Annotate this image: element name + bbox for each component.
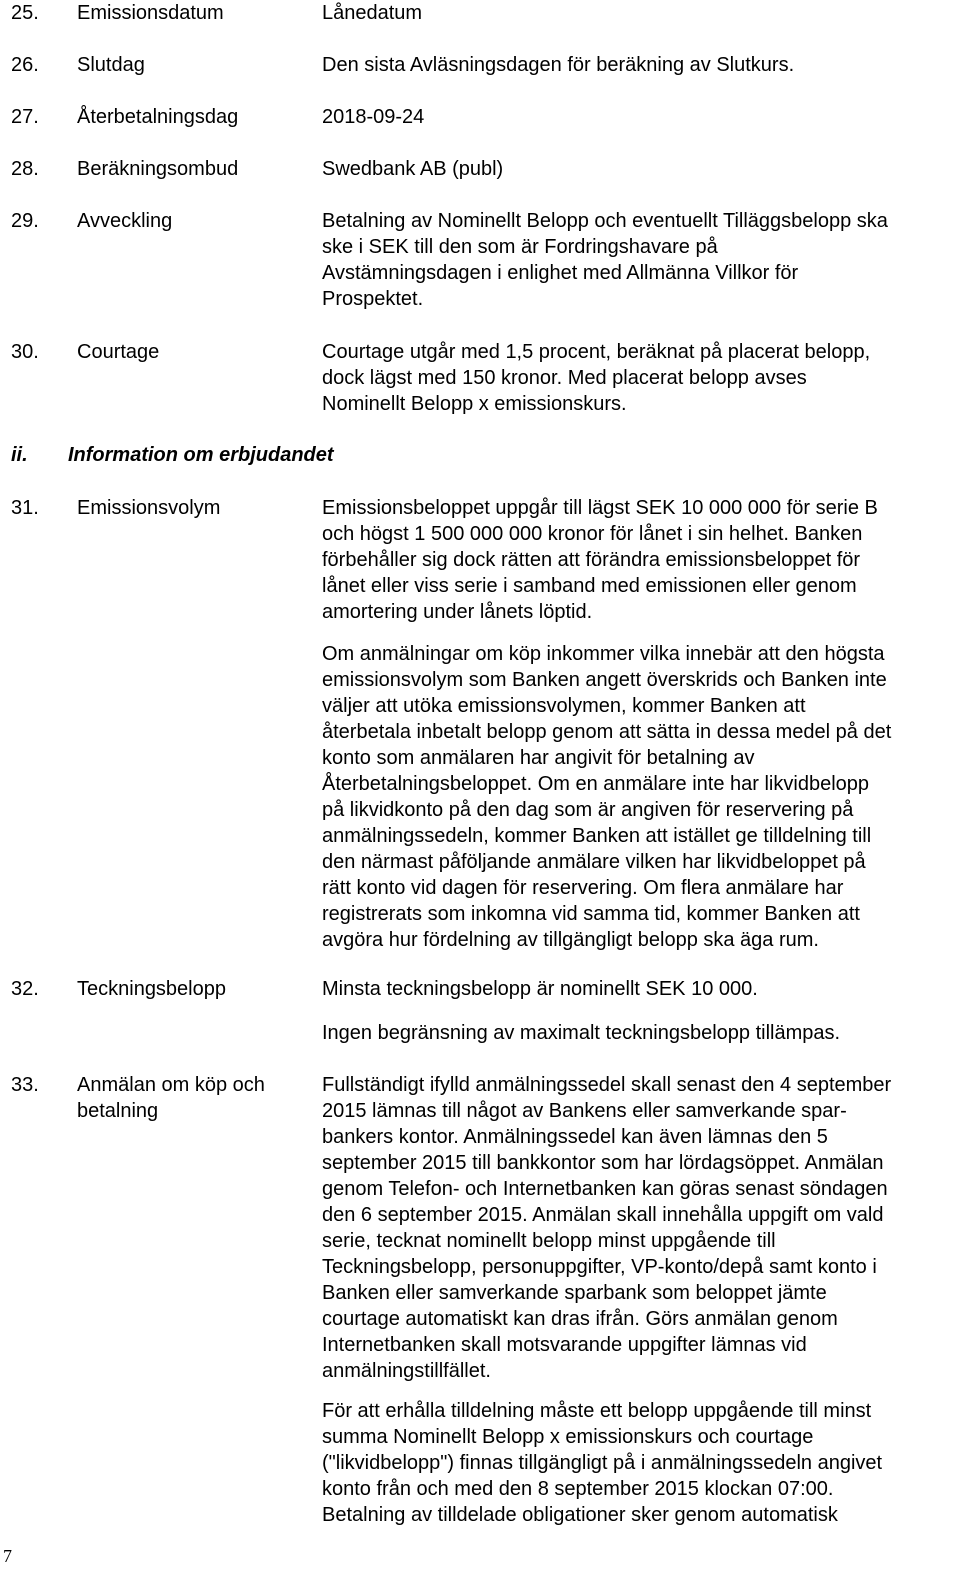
item-value-line: konto som anmälaren har angivit för betalning av [322,747,755,769]
item-value-line: Teckningsbelopp, personuppgifter, VP-konto/depå samt konto i [322,1256,877,1278]
item-value-line: ("likvidbelopp") finnas tillgängligt på i anmälningssedeln angivet [322,1452,883,1474]
item-value-line: och högst 1 500 000 000 kronor för lånet i sin helhet. Banken [322,523,863,545]
item-value: Den sista Avläsningsdagen för beräkning av Slutkurs. [322,54,795,76]
item-value-line: anmälningssedeln, kommer Banken att istället ge tilldelning till [322,825,872,847]
item-value: 2018-09-24 [322,106,425,128]
item-value-line: Emissionsbeloppet uppgår till lägst SEK 10 000 000 för serie B [322,497,878,519]
item-number: 31. [11,497,39,519]
item-value-line: genom Telefon- och Internetbanken kan göras senast söndagen [322,1178,888,1200]
item-value: Lånedatum [322,2,423,24]
item-value-line: Prospektet. [322,288,424,310]
item-value-line: Ingen begränsning av maximalt teckningsbelopp tillämpas. [322,1022,841,1044]
item-value-line: emissionsvolym som Banken angett överskrids och Banken inte [322,669,887,691]
item-value-line: rätt konto vid dagen för reservering. Om flera anmälare har [322,877,844,899]
section-title: Information om erbjudandet [68,444,334,466]
item-value-line: konto från och med den 8 september 2015 klockan 07:00. [322,1478,834,1500]
item-value-line: Minsta teckningsbelopp är nominellt SEK 10 000. [322,978,758,1000]
item-value-line: summa Nominellt Belopp x emissionskurs och courtage [322,1426,814,1448]
item-value-line: Avstämningsdagen i enlighet med Allmänna Villkor för [322,262,799,284]
item-value-line: lånet eller viss serie i samband med emissionen eller genom [322,575,857,597]
item-value-line: dock lägst med 150 kronor. Med placerat belopp avses [322,367,807,389]
item-value-line: den 6 september 2015. Anmälan skall innehålla uppgift om vald [322,1204,884,1226]
page-number: 7 [3,1546,12,1566]
item-value-line: 2015 lämnas till något av Bankens eller samverkande spar- [322,1100,847,1122]
item-term: Återbetalningsdag [77,106,239,128]
item-term: Teckningsbelopp [77,978,226,1000]
item-number: 29. [11,210,39,232]
item-value-line: Courtage utgår med 1,5 procent, beräknat på placerat belopp, [322,341,871,363]
item-value-line: serie, tecknat nominellt belopp minst uppgående till [322,1230,776,1252]
item-number: 27. [11,106,39,128]
section-roman-numeral: ii. [11,444,28,466]
item-value-line: ske i SEK till den som är Fordringshavare på [322,236,718,258]
item-term: Emissionsvolym [77,497,221,519]
item-value-line: Fullständigt ifylld anmälningssedel skall senast den 4 september [322,1074,892,1096]
item-value-line: Återbetalningsbeloppet. Om en anmälare inte har likvidbelopp [322,773,870,795]
item-value-line: registrerats som inkomna vid samma tid, kommer Banken att [322,903,860,925]
item-value-line: den närmast påföljande anmälare vilken har likvidbeloppet på [322,851,866,873]
item-value-line: på likvidkonto på den dag som är angiven för reservering på [322,799,854,821]
item-number: 30. [11,341,39,363]
item-value-line: amortering under lånets löptid. [322,601,593,623]
item-value-line: Banken eller samverkande sparbank som beloppet jämte [322,1282,827,1304]
item-term: Courtage [77,341,160,363]
item-value-line: avgöra hur fördelning av tillgängligt belopp ska äga rum. [322,929,819,951]
item-value-line: Betalning av tilldelade obligationer sker genom automatisk [322,1504,838,1526]
item-value-line: Nominellt Belopp x emissionskurs. [322,393,627,415]
item-value-line: väljer att utöka emissionsvolymen, kommer Banken att [322,695,806,717]
item-value-line: återbetala inbetalt belopp genom att sätta in dessa medel på det [322,721,892,743]
item-value: Swedbank AB (publ) [322,158,504,180]
item-value-line: anmälningstillfället. [322,1360,491,1382]
item-term: Emissionsdatum [77,2,224,24]
item-number: 26. [11,54,39,76]
item-value-line: courtage automatiskt kan dras ifrån. Görs anmälan genom [322,1308,838,1330]
item-term-line: betalning [77,1100,159,1122]
item-number: 25. [11,2,39,24]
item-value-line: Betalning av Nominellt Belopp och eventuellt Tilläggsbelopp ska [322,210,888,232]
item-number: 33. [11,1074,39,1096]
item-term-line: Anmälan om köp och [77,1074,265,1096]
item-value-line: förbehåller sig dock rätten att förändra emissionsbeloppet för [322,549,861,571]
item-term: Slutdag [77,54,145,76]
item-value-line: september 2015 till bankkontor som har lördagsöppet. Anmälan [322,1152,884,1174]
item-term: Beräkningsombud [77,158,239,180]
item-value-line: För att erhålla tilldelning måste ett belopp uppgående till minst [322,1400,872,1422]
item-number: 32. [11,978,39,1000]
item-value-line: Internetbanken skall motsvarande uppgifter lämnas vid [322,1334,807,1356]
item-number: 28. [11,158,39,180]
item-value-line: Om anmälningar om köp inkommer vilka innebär att den högsta [322,643,885,665]
item-term: Avveckling [77,210,173,232]
item-value-line: bankers kontor. Anmälningssedel kan även lämnas den 5 [322,1126,828,1148]
